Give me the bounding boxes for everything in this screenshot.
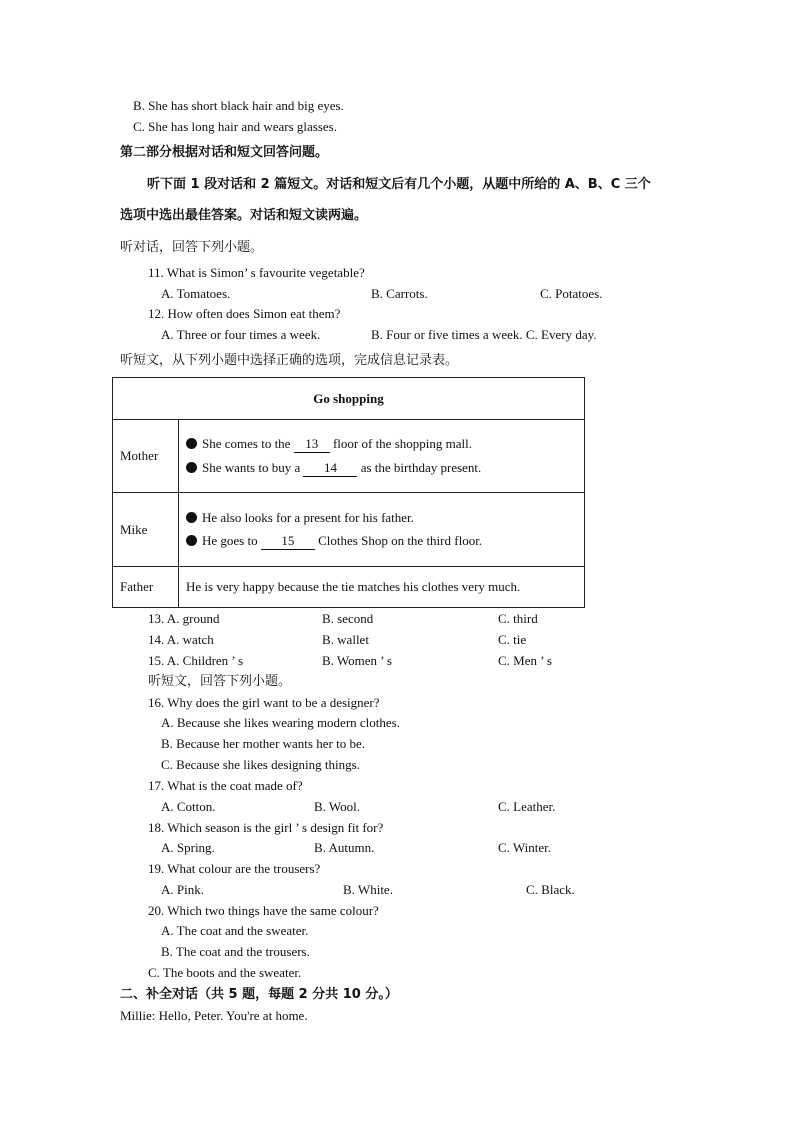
q17-option-b: B. Wool. — [314, 799, 361, 814]
mike-label: Mike — [113, 493, 179, 567]
blank-15: 15 — [261, 533, 315, 550]
dialogue-prompt: 听对话，回答下列小题。 — [120, 240, 264, 255]
blank-13: 13 — [294, 436, 330, 453]
passage2-prompt: 听短文，回答下列小题。 — [148, 674, 292, 689]
q15-option-c: C. Men ’ s — [498, 653, 552, 668]
q15-option-b: B. Women ’ s — [322, 653, 392, 668]
part2-instruction-line1: 听下面 1 段对话和 2 篇短文。对话和短文后有几个小题，从题中所给的 A、B、C 三个 — [147, 177, 651, 192]
q19-option-a: A. Pink. — [161, 882, 204, 897]
q14-option-a: 14. A. watch — [148, 632, 214, 647]
q11-option-b: B. Carrots. — [371, 286, 428, 301]
q11-option-c: C. Potatoes. — [540, 286, 603, 301]
q13-option-b: B. second — [322, 611, 374, 626]
q12-option-b: B. Four or five times a week. C. Every day. — [371, 327, 597, 342]
q18-option-a: A. Spring. — [161, 840, 215, 855]
q16-option-c: C. Because she likes designing things. — [161, 757, 360, 772]
dialogue-first-line: Millie: Hello, Peter. You're at home. — [120, 1008, 308, 1023]
bullet-icon — [186, 512, 197, 523]
q18-option-c: C. Winter. — [498, 840, 552, 855]
mother-bullet-2: She wants to buy a 14 as the birthday present. — [186, 460, 584, 477]
q18-option-b: B. Autumn. — [314, 840, 375, 855]
passage1-prompt: 听短文，从下列小题中选择正确的选项，完成信息记录表。 — [120, 353, 459, 368]
q20-option-c: C. The boots and the sweater. — [148, 965, 302, 980]
bullet-icon — [186, 462, 197, 473]
bullet-icon — [186, 438, 197, 449]
q11-option-a: A. Tomatoes. — [161, 286, 231, 301]
q19-option-c: C. Black. — [526, 882, 575, 897]
table-title: Go shopping — [113, 378, 585, 420]
mike-bullet-1: He also looks for a present for his father. — [186, 510, 584, 526]
q11-stem: 11. What is Simon’ s favourite vegetable? — [148, 265, 365, 280]
part2-heading: 第二部分根据对话和短文回答问题。 — [120, 145, 329, 160]
q14-option-b: B. wallet — [322, 632, 369, 647]
option-c-text: C. She has long hair and wears glasses. — [133, 119, 337, 134]
q16-stem: 16. Why does the girl want to be a designer? — [148, 695, 380, 710]
mother-label: Mother — [113, 420, 179, 493]
q16-option-b: B. Because her mother wants her to be. — [161, 736, 365, 751]
father-text: He is very happy because the tie matches his clothes very much. — [179, 567, 585, 608]
q15-option-a: 15. A. Children ’ s — [148, 653, 244, 668]
blank-14: 14 — [303, 460, 357, 477]
q12-stem: 12. How often does Simon eat them? — [148, 306, 341, 321]
father-label: Father — [113, 567, 179, 608]
part2-instruction-line2: 选项中选出最佳答案。对话和短文读两遍。 — [120, 208, 368, 223]
section2-heading: 二、补全对话（共 5 题，每题 2 分共 10 分。） — [120, 987, 398, 1002]
q16-option-a: A. Because she likes wearing modern clothes. — [161, 715, 400, 730]
bullet-icon — [186, 535, 197, 546]
q17-stem: 17. What is the coat made of? — [148, 778, 303, 793]
q13-option-a: 13. A. ground — [148, 611, 220, 626]
mother-bullet-1: She comes to the 13 floor of the shopping mall. — [186, 436, 584, 453]
q18-stem: 18. Which season is the girl ’ s design fit for? — [148, 820, 384, 835]
q20-option-a: A. The coat and the sweater. — [161, 923, 309, 938]
q17-option-c: C. Leather. — [498, 799, 556, 814]
q13-option-c: C. third — [498, 611, 538, 626]
q20-option-b: B. The coat and the trousers. — [161, 944, 310, 959]
q20-stem: 20. Which two things have the same colour? — [148, 903, 379, 918]
q12-option-a: A. Three or four times a week. — [161, 327, 321, 342]
q14-option-c: C. tie — [498, 632, 527, 647]
mike-bullet-2: He goes to 15 Clothes Shop on the third floor. — [186, 533, 584, 550]
mike-cell — [179, 493, 585, 567]
mother-cell — [179, 420, 585, 493]
q19-stem: 19. What colour are the trousers? — [148, 861, 321, 876]
q17-option-a: A. Cotton. — [161, 799, 216, 814]
option-b-text: B. She has short black hair and big eyes. — [133, 98, 344, 113]
q19-option-b: B. White. — [343, 882, 393, 897]
info-record-table — [112, 377, 585, 608]
